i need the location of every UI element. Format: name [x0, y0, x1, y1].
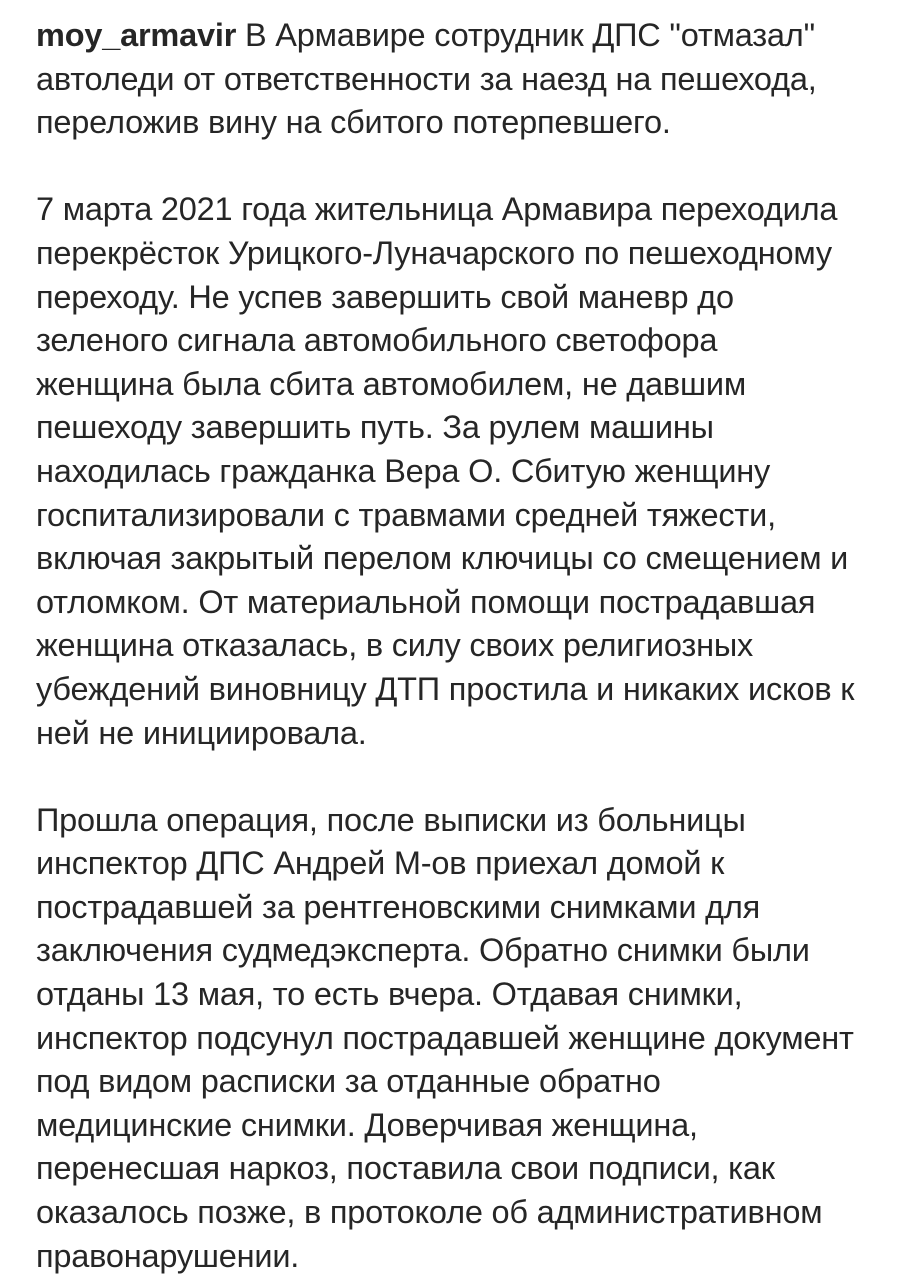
post-caption — [36, 14, 896, 1278]
caption-paragraph-1 — [36, 14, 896, 145]
username-link[interactable]: moy_armavir — [36, 17, 237, 53]
caption-lead-text: В Армавире сотрудник ДПС "отмазал" автоледи от ответственности за наезд на пешехода, переложив вину на сбитого потерпевшего. — [36, 17, 817, 141]
caption-paragraph-3: Прошла операция, после выписки из больницы инспектор ДПС Андрей М-ов приехал домой к пострадавшей за рентгеновскими снимками для заключения судмедэксперта. Обратно снимки были отданы 13 мая, то есть вчера. Отдавая снимки, инспектор подсунул пострадавшей женщине документ под видом расписки за отданные обратно медицинские снимки. Доверчивая женщина, перенесшая наркоз, поставила свои подписи, как оказалось позже, в протоколе об административном правонарушении. — [36, 801, 854, 1274]
caption-paragraph-2: 7 марта 2021 года жительница Армавира переходила перекрёсток Урицкого-Луначарского по пешеходному переходу. Не успев завершить свой маневр до зеленого сигнала автомобильного светофора женщина была сбита автомобилем, не давшим пешеходу завершить путь. За рулем машины находилась гражданка Вера О. Сбитую женщину госпитализировали с травмами средней тяжести, включая закрытый перелом ключицы со смещением и отломком. От материальной помощи пострадавшая женщина отказалась, в силу своих религиозных убеждений виновницу ДТП простила и никаких исков к ней не инициировала. — [36, 191, 855, 751]
